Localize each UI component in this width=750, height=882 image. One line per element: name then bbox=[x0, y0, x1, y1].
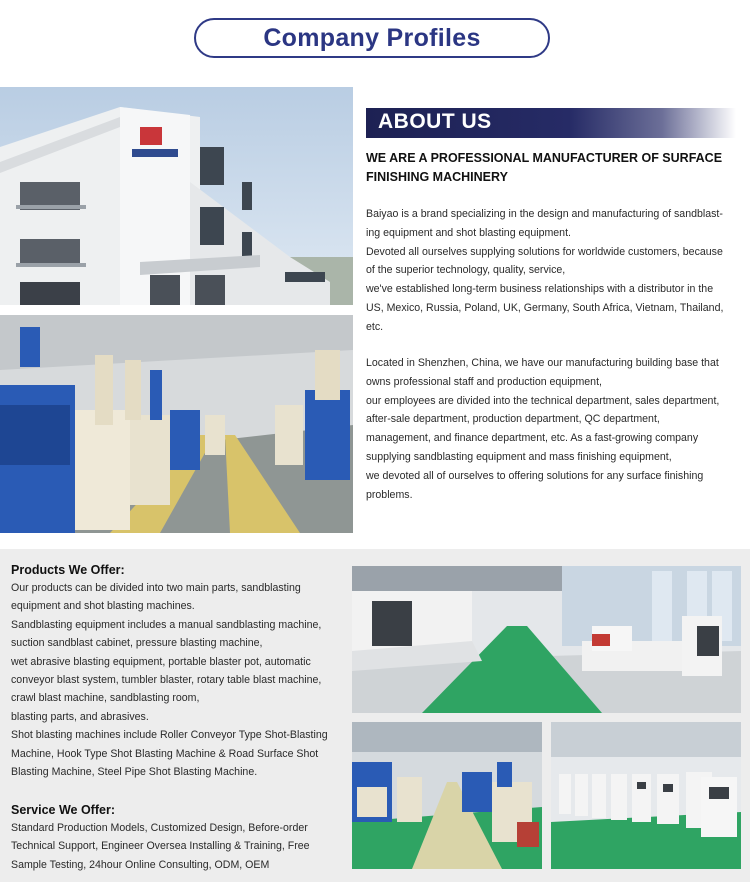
paragraph-line: of the superior technology, quality, service, bbox=[366, 264, 566, 277]
products-line: suction sandblast cabinet, pressure blasting machine, bbox=[11, 637, 263, 650]
laser-machine-hall-photo bbox=[352, 566, 741, 713]
paragraph-line: Baiyao is a brand specializing in the design and manufacturing of sandblast- bbox=[366, 208, 723, 220]
headline-line: WE ARE A PROFESSIONAL MANUFACTURER OF SURFACE bbox=[366, 151, 723, 165]
paragraph-line: etc. bbox=[366, 320, 384, 333]
production-line-photo bbox=[352, 722, 542, 869]
paragraph-line: owns professional staff and production equipment, bbox=[366, 375, 602, 388]
office-building-photo bbox=[0, 87, 353, 305]
about-heading: ABOUT US bbox=[378, 110, 492, 133]
factory-workshop-photo bbox=[0, 315, 353, 533]
about-paragraph-2 bbox=[366, 354, 742, 504]
products-line: crawl blast machine, sandblasting room, bbox=[11, 692, 200, 705]
products-line: conveyor blast system, tumbler blaster, rotary table blast machine, bbox=[11, 674, 322, 687]
products-line: Shot blasting machines include Roller Conveyor Type Shot-Blasting bbox=[11, 729, 328, 742]
paragraph-line: problems. bbox=[366, 488, 413, 501]
paragraph-line: after-sale department, production department, QC department, bbox=[366, 413, 660, 426]
products-line: blasting parts, and abrasives. bbox=[11, 710, 149, 723]
page-title: Company Profiles bbox=[194, 18, 550, 58]
service-line: Sample Testing, 24hour Online Consulting, ODM, OEM bbox=[11, 858, 270, 871]
products-line: equipment and shot blasting machines. bbox=[11, 600, 195, 613]
about-headline bbox=[366, 149, 726, 187]
paragraph-line: US, Mexico, Russia, Poland, UK, Germany, South Africa, Vietnam, Thailand, bbox=[366, 301, 724, 314]
products-line: Our products can be divided into two main parts, sandblasting bbox=[11, 582, 301, 594]
products-line: Blasting Machine, Steel Pipe Shot Blasting Machine. bbox=[11, 766, 258, 779]
blast-cabinet-row-photo bbox=[551, 722, 741, 869]
paragraph-line: we devoted all of ourselves to offering solutions for any surface finishing bbox=[366, 469, 704, 482]
service-text bbox=[11, 819, 346, 874]
about-paragraph-1 bbox=[366, 205, 742, 337]
service-line: Technical Support, Engineer Oversea Installing & Training, Free bbox=[11, 840, 310, 853]
paragraph-line: our employees are divided into the technical department, sales department, bbox=[366, 394, 720, 407]
products-line: wet abrasive blasting equipment, portable blaster pot, automatic bbox=[11, 655, 311, 668]
products-text bbox=[11, 579, 346, 781]
headline-line: FINISHING MACHINERY bbox=[366, 170, 508, 184]
paragraph-line: ing equipment and shot blasting equipment. bbox=[366, 226, 571, 239]
paragraph-line: management, and finance department, etc. As a fast-growing company bbox=[366, 432, 699, 445]
paragraph-line: Devoted all ourselves supplying solutions for worldwide customers, because bbox=[366, 245, 723, 258]
products-line: Machine, Hook Type Shot Blasting Machine & Road Surface Shot bbox=[11, 747, 319, 760]
paragraph-line: we've established long-term business relationships with a distributor in the bbox=[366, 283, 714, 296]
paragraph-line: Located in Shenzhen, China, we have our manufacturing building base that bbox=[366, 357, 719, 369]
paragraph-line: supplying sandblasting equipment and mass finishing equipment, bbox=[366, 450, 672, 463]
service-line: Standard Production Models, Customized Design, Before-order bbox=[11, 822, 308, 834]
products-heading: Products We Offer: bbox=[11, 563, 125, 577]
products-line: Sandblasting equipment includes a manual sandblasting machine, bbox=[11, 618, 322, 631]
service-heading: Service We Offer: bbox=[11, 803, 115, 817]
